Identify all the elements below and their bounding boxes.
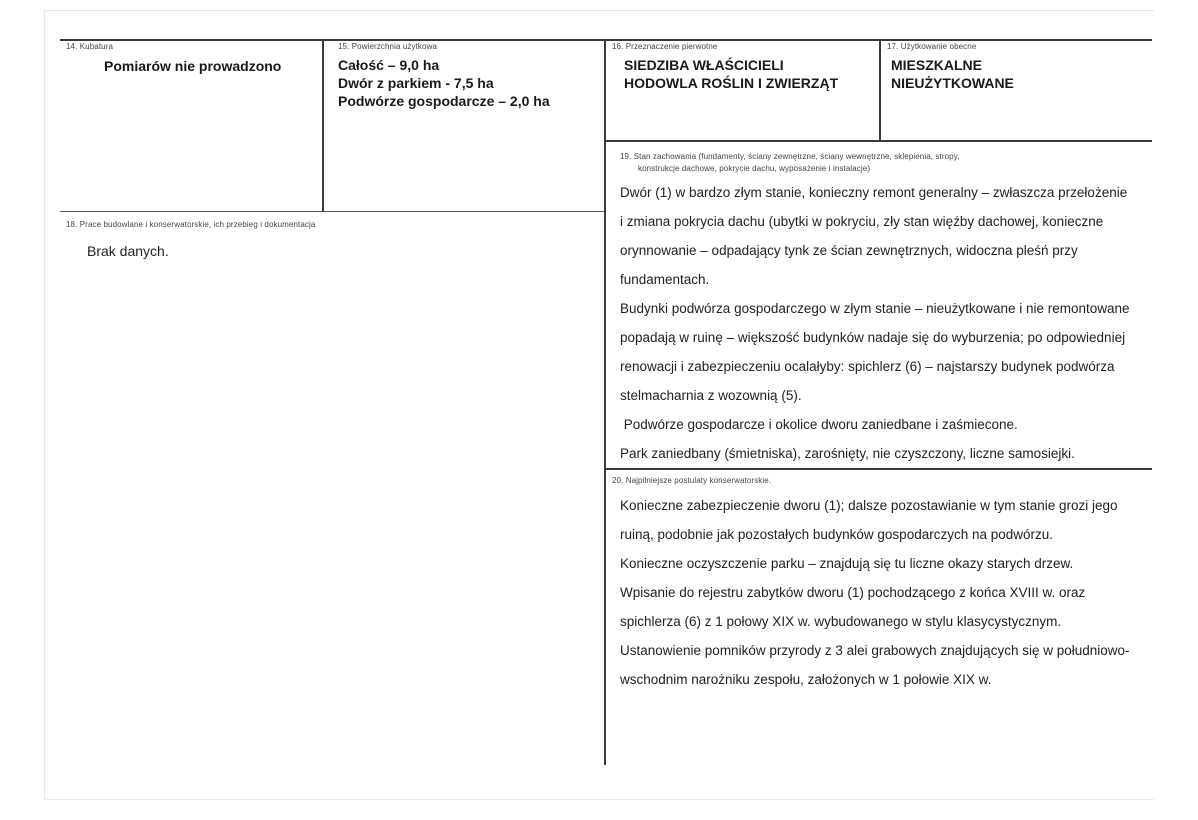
field-14-value: Pomiarów nie prowadzono [104,58,282,74]
divider-16-17 [879,39,881,141]
field-20-text [620,491,1130,694]
divider-19-20 [604,468,1152,470]
postulate-line: Wpisanie do rejestru zabytków dworu (1) pochodzącego z końca XVIII w. oraz [620,585,1086,600]
field-20-label: 20. Najpilniejsze postulaty konserwatorskie. [612,476,772,485]
divider-14-15 [322,39,324,211]
postulate-line: wschodnim narożniku zespołu, założonych w 1 połowie XIX w. [620,672,992,687]
field-16-values [624,56,838,92]
purpose-line: HODOWLA ROŚLIN I ZWIERZĄT [624,75,839,91]
purpose-line: SIEDZIBA WŁAŚCICIELI [624,57,784,73]
condition-line: Dwór (1) w bardzo złym stanie, konieczny remont generalny – zwłaszcza przełożenie [620,185,1128,200]
postulate-line: spichlerza (6) z 1 połowy XIX w. wybudowanego w stylu klasycystycznym. [620,614,1062,629]
field-14-label: 14. Kubatura [66,42,114,51]
use-line: MIESZKALNE [891,57,982,73]
field-19-text [620,178,1130,468]
postulate-line: Konieczne oczyszczenie parku – znajdują się tu liczne okazy starych drzew. [620,556,1074,571]
field-17-label: 17. Użytkowanie obecne [887,42,977,51]
page-edge [44,10,1154,11]
field-15-label: 15. Powierzchnia użytkowa [338,42,437,51]
condition-line: popadają w ruinę – większość budynków nadaje się do wyburzenia; po odpowiedniej [620,330,1126,345]
page-edge [44,799,1154,800]
field-15-values [338,56,550,110]
field-19-label-line1: 19. Stan zachowania (fundamenty, ściany zewnętrzne, ściany wewnętrzne, sklepienia, stropy, [620,152,960,161]
condition-line: fundamentach. [620,272,710,287]
condition-line: renowacji i zabezpieczeniu ocalałyby: spichlerz (6) – najstarszy budynek podwórza [620,359,1115,374]
use-line: NIEUŻYTKOWANE [891,75,1014,91]
divider-16-19 [604,140,1152,142]
field-18-value: Brak danych. [87,243,169,259]
condition-line: stelmacharnia z wozownią (5). [620,388,802,403]
divider-main [604,39,606,765]
form-border-top [60,39,1152,41]
condition-line: i zmiana pokrycia dachu (ubytki w pokryciu, zły stan więźby dachowej, konieczne [620,214,1104,229]
postulate-line: Konieczne zabezpieczenie dworu (1); dalsze pozostawianie w tym stanie grozi jego [620,498,1118,513]
area-manor-park: Dwór z parkiem - 7,5 ha [338,75,494,91]
condition-line: Budynki podwórza gospodarczego w złym stanie – nieużytkowane i nie remontowane [620,301,1130,316]
page-edge [44,10,45,800]
condition-line: Park zaniedbany (śmietniska), zarośnięty, nie czyszczony, liczne samosiejki. [620,446,1075,461]
condition-line: orynnowanie – odpadający tynk ze ścian zewnętrznych, widoczna pleśń przy [620,243,1078,258]
field-18-label: 18. Prace budowlane i konserwatorskie, ich przebieg i dokumentacja [66,220,316,229]
condition-line: Podwórze gospodarcze i okolice dworu zaniedbane i zaśmiecone. [620,417,1018,432]
postulate-line: Ustanowienie pomników przyrody z 3 alei grabowych znajdujących się w południowo- [620,643,1130,658]
field-19-label-line2: konstrukcje dachowe, pokrycie dachu, wyposażenie i instalacje) [638,164,871,173]
field-17-values [891,56,1014,92]
postulate-line: ruiną, podobnie jak pozostałych budynków gospodarczych na podwórzu. [620,527,1054,542]
area-total: Całość – 9,0 ha [338,57,440,73]
divider-15-18 [60,211,605,212]
area-farmyard: Podwórze gospodarcze – 2,0 ha [338,93,550,109]
field-16-label: 16. Przeznaczenie pierwotne [612,42,718,51]
